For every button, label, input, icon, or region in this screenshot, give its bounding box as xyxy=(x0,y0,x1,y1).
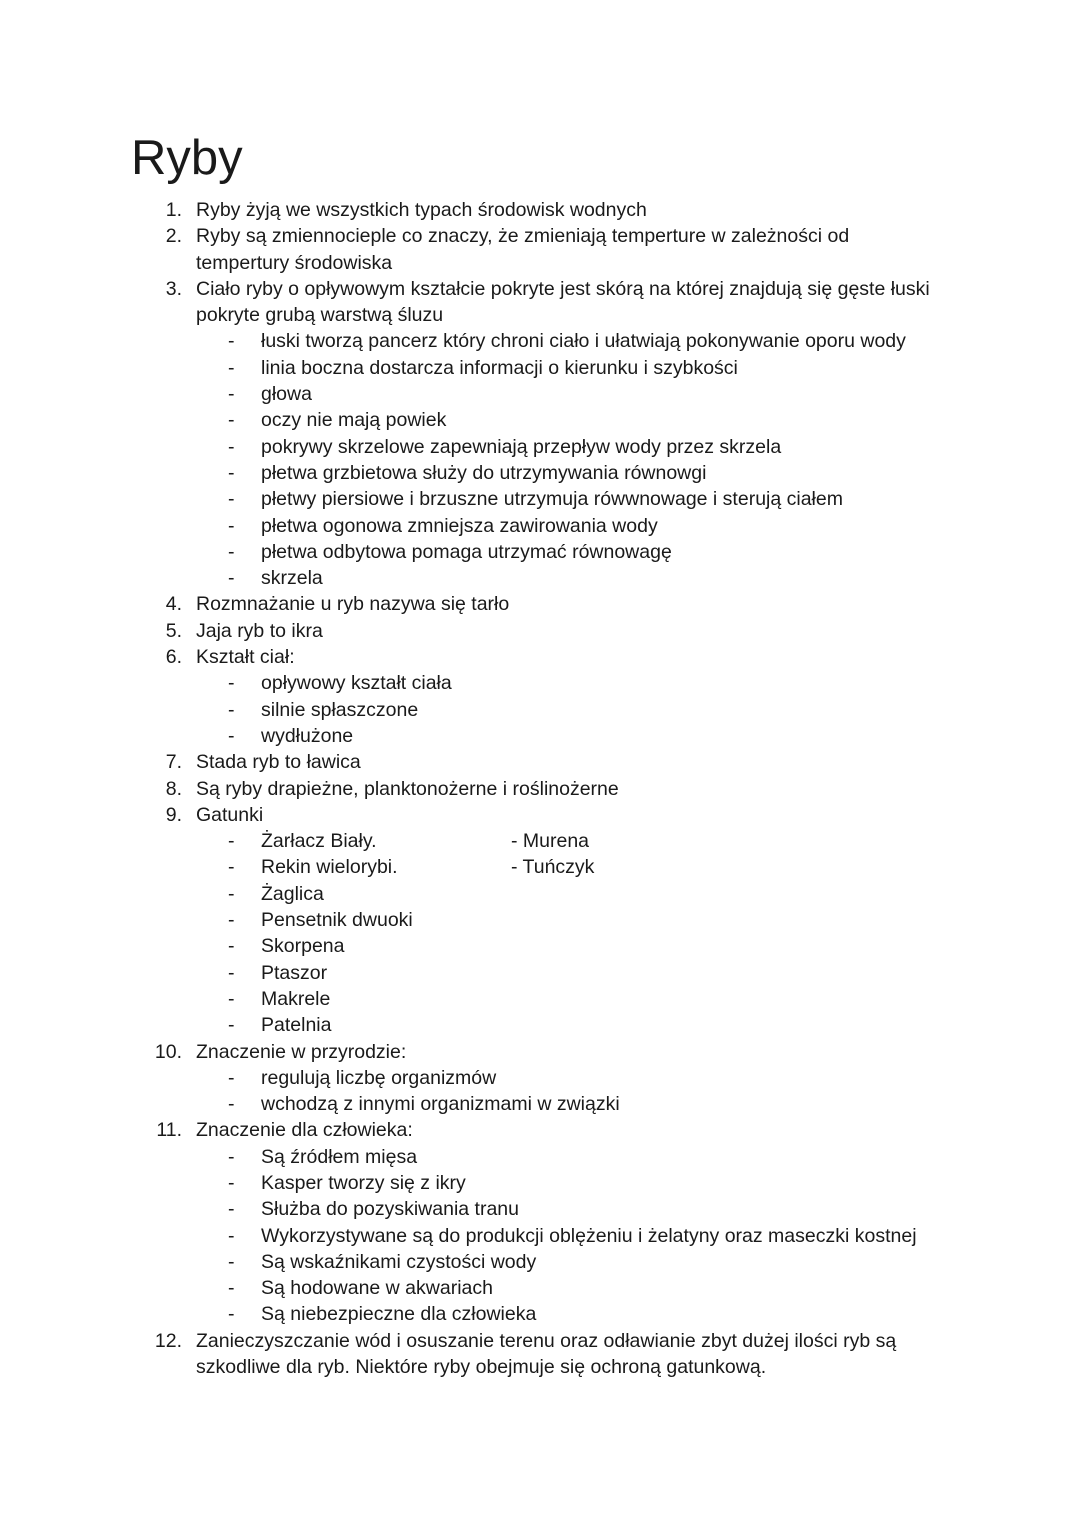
sub-bullet-text: łuski tworzą pancerz który chroni ciało i ułatwiają pokonywanie oporu wody xyxy=(261,330,906,353)
item-text: Ryby żyją we wszystkich typach środowisk wodnych xyxy=(196,199,647,221)
sub-bullet xyxy=(0,1275,1080,1301)
sub-bullet-text: Pensetnik dwuoki xyxy=(261,909,413,932)
item-number: 6. xyxy=(165,646,182,669)
list-item-continuation xyxy=(0,1354,1080,1380)
item-text: Są ryby drapieżne, planktonożerne i roślinożerne xyxy=(196,777,619,800)
sub-bullet-text: Żaglica xyxy=(261,882,324,905)
bullet-dash: - xyxy=(228,698,235,721)
sub-bullet xyxy=(0,697,1080,723)
sub-bullet-text: Skorpena xyxy=(261,935,345,958)
item-number: 10. xyxy=(154,1040,182,1063)
bullet-dash: - xyxy=(228,488,235,511)
item-text: Ryby są zmiennocieple co znaczy, że zmieniają temperture w zależności od xyxy=(196,225,850,248)
sub-bullet xyxy=(0,881,1080,907)
sub-bullet xyxy=(0,986,1080,1012)
item-number: 7. xyxy=(165,751,182,774)
item-text: Gatunki xyxy=(196,803,264,826)
species-col2-text: - Murena xyxy=(511,830,590,853)
bullet-dash: - xyxy=(228,961,235,984)
sub-bullet-text: Rekin wielorybi. xyxy=(261,856,398,879)
sub-bullet-text: płetwa ogonowa zmniejsza zawirowania wody xyxy=(261,514,658,537)
sub-bullet-text: Są źródłem mięsa xyxy=(261,1145,418,1168)
sub-bullet xyxy=(0,328,1080,354)
species-col2-text: - Tuńczyk xyxy=(511,856,595,879)
bullet-dash: - xyxy=(228,830,235,853)
sub-bullet xyxy=(0,723,1080,749)
bullet-dash: - xyxy=(228,935,235,958)
sub-bullet xyxy=(0,1012,1080,1038)
list-item xyxy=(0,618,1080,644)
bullet-dash: - xyxy=(228,882,235,905)
bullet-dash: - xyxy=(228,672,235,695)
item-text: Stada ryb to ławica xyxy=(196,751,361,774)
item-text: szkodliwe dla ryb. Niektóre ryby obejmuje się ochroną gatunkową. xyxy=(196,1356,767,1379)
bullet-dash: - xyxy=(228,383,235,406)
sub-bullet-text: płetwy piersiowe i brzuszne utrzymuja rówwnowage i sterują ciałem xyxy=(261,488,843,511)
sub-bullet-text: pokrywy skrzelowe zapewniają przepływ wody przez skrzela xyxy=(261,435,782,458)
list-item xyxy=(0,223,1080,249)
sub-bullet xyxy=(0,407,1080,433)
bullet-dash: - xyxy=(228,461,235,484)
bullet-dash: - xyxy=(228,987,235,1010)
sub-bullet xyxy=(0,828,1080,854)
item-number: 9. xyxy=(165,803,182,826)
item-text: Znaczenie w przyrodzie: xyxy=(196,1040,407,1063)
sub-bullet xyxy=(0,565,1080,591)
bullet-dash: - xyxy=(228,1277,235,1300)
bullet-dash: - xyxy=(228,1224,235,1247)
sub-bullet xyxy=(0,355,1080,381)
item-number: 11. xyxy=(156,1119,182,1142)
sub-bullet xyxy=(0,1249,1080,1275)
item-text: Jaja ryb to ikra xyxy=(196,619,323,642)
bullet-dash: - xyxy=(228,1250,235,1273)
bullet-dash: - xyxy=(228,1171,235,1194)
page-title: Ryby xyxy=(131,131,243,185)
list-item-continuation xyxy=(0,250,1080,276)
list-item xyxy=(0,644,1080,670)
sub-bullet-text: płetwa odbytowa pomaga utrzymać równowagę xyxy=(261,540,672,563)
item-number: 4. xyxy=(165,593,182,616)
sub-bullet-text: skrzela xyxy=(261,567,323,590)
sub-bullet-text: Patelnia xyxy=(261,1014,332,1037)
bullet-dash: - xyxy=(228,514,235,537)
list-item-continuation xyxy=(0,302,1080,328)
sub-bullet-text: Są wskaźnikami czystości wody xyxy=(261,1250,537,1273)
sub-bullet-text: wchodzą z innymi organizmami w związki xyxy=(261,1093,620,1116)
sub-bullet-text: silnie spłaszczone xyxy=(261,698,419,721)
sub-bullet xyxy=(0,1301,1080,1327)
sub-bullet-text: Są niebezpieczne dla człowieka xyxy=(261,1303,537,1326)
list-item xyxy=(0,197,1080,223)
item-text: Ciało ryby o opływowym kształcie pokryte jest skórą na której znajdują się gęste łuski xyxy=(196,277,930,300)
item-number: 1. xyxy=(165,199,182,221)
list-item xyxy=(0,591,1080,617)
sub-bullet-text: opływowy kształt ciała xyxy=(261,672,452,695)
bullet-dash: - xyxy=(228,724,235,747)
sub-bullet xyxy=(0,1144,1080,1170)
item-text: Znaczenie dla człowieka: xyxy=(196,1119,413,1142)
sub-bullet xyxy=(0,854,1080,880)
sub-bullet-text: Są hodowane w akwariach xyxy=(261,1277,493,1300)
list-item xyxy=(0,776,1080,802)
sub-bullet xyxy=(0,1091,1080,1117)
bullet-dash: - xyxy=(228,540,235,563)
sub-bullet xyxy=(0,460,1080,486)
bullet-dash: - xyxy=(228,1145,235,1168)
item-text: Rozmnażanie u ryb nazywa się tarło xyxy=(196,593,510,616)
sub-bullet xyxy=(0,486,1080,512)
sub-bullet-text: oczy nie mają powiek xyxy=(261,409,447,432)
bullet-dash: - xyxy=(228,567,235,590)
list-item xyxy=(0,276,1080,302)
sub-bullet xyxy=(0,960,1080,986)
sub-bullet-text: linia boczna dostarcza informacji o kierunku i szybkości xyxy=(261,356,738,379)
item-number: 12. xyxy=(154,1329,182,1352)
sub-bullet xyxy=(0,513,1080,539)
item-text: Zanieczyszczanie wód i osuszanie terenu oraz odławianie zbyt dużej ilości ryb są xyxy=(196,1329,897,1352)
bullet-dash: - xyxy=(228,1303,235,1326)
list-item xyxy=(0,1328,1080,1354)
sub-bullet xyxy=(0,1065,1080,1091)
list-item xyxy=(0,1039,1080,1065)
sub-bullet xyxy=(0,1170,1080,1196)
sub-bullet-text: Żarłacz Biały. xyxy=(261,830,377,853)
sub-bullet xyxy=(0,539,1080,565)
bullet-dash: - xyxy=(228,1198,235,1221)
bullet-dash: - xyxy=(228,909,235,932)
sub-bullet xyxy=(0,933,1080,959)
bullet-dash: - xyxy=(228,1093,235,1116)
numbered-list xyxy=(0,197,1080,1380)
sub-bullet-text: Ptaszor xyxy=(261,961,328,984)
sub-bullet xyxy=(0,907,1080,933)
sub-bullet-text: Makrele xyxy=(261,987,331,1010)
list-item xyxy=(0,749,1080,775)
bullet-dash: - xyxy=(228,435,235,458)
item-number: 3. xyxy=(165,277,182,300)
item-number: 5. xyxy=(165,619,182,642)
bullet-dash: - xyxy=(228,356,235,379)
item-text: tempertury środowiska xyxy=(196,251,393,274)
sub-bullet-text: Kasper tworzy się z ikry xyxy=(261,1171,466,1194)
sub-bullet-text: głowa xyxy=(261,383,312,406)
list-item xyxy=(0,1117,1080,1143)
sub-bullet-text: regulują liczbę organizmów xyxy=(261,1066,497,1089)
sub-bullet-text: Służba do pozyskiwania tranu xyxy=(261,1198,519,1221)
list-item xyxy=(0,802,1080,828)
bullet-dash: - xyxy=(228,856,235,879)
sub-bullet xyxy=(0,434,1080,460)
bullet-dash: - xyxy=(228,330,235,353)
bullet-dash: - xyxy=(228,409,235,432)
sub-bullet-text: wydłużone xyxy=(261,724,354,747)
sub-bullet xyxy=(0,381,1080,407)
sub-bullet-text: płetwa grzbietowa służy do utrzymywania równowgi xyxy=(261,461,707,484)
sub-bullet xyxy=(0,670,1080,696)
item-number: 8. xyxy=(165,777,182,800)
sub-bullet-text: Wykorzystywane są do produkcji oblężeniu i żelatyny oraz maseczki kostnej xyxy=(261,1224,917,1247)
item-number: 2. xyxy=(165,225,182,248)
sub-bullet xyxy=(0,1196,1080,1222)
item-text: Kształt ciał: xyxy=(196,646,295,669)
bullet-dash: - xyxy=(228,1066,235,1089)
item-text: pokryte grubą warstwą śluzu xyxy=(196,304,444,327)
bullet-dash: - xyxy=(228,1014,235,1037)
sub-bullet xyxy=(0,1223,1080,1249)
